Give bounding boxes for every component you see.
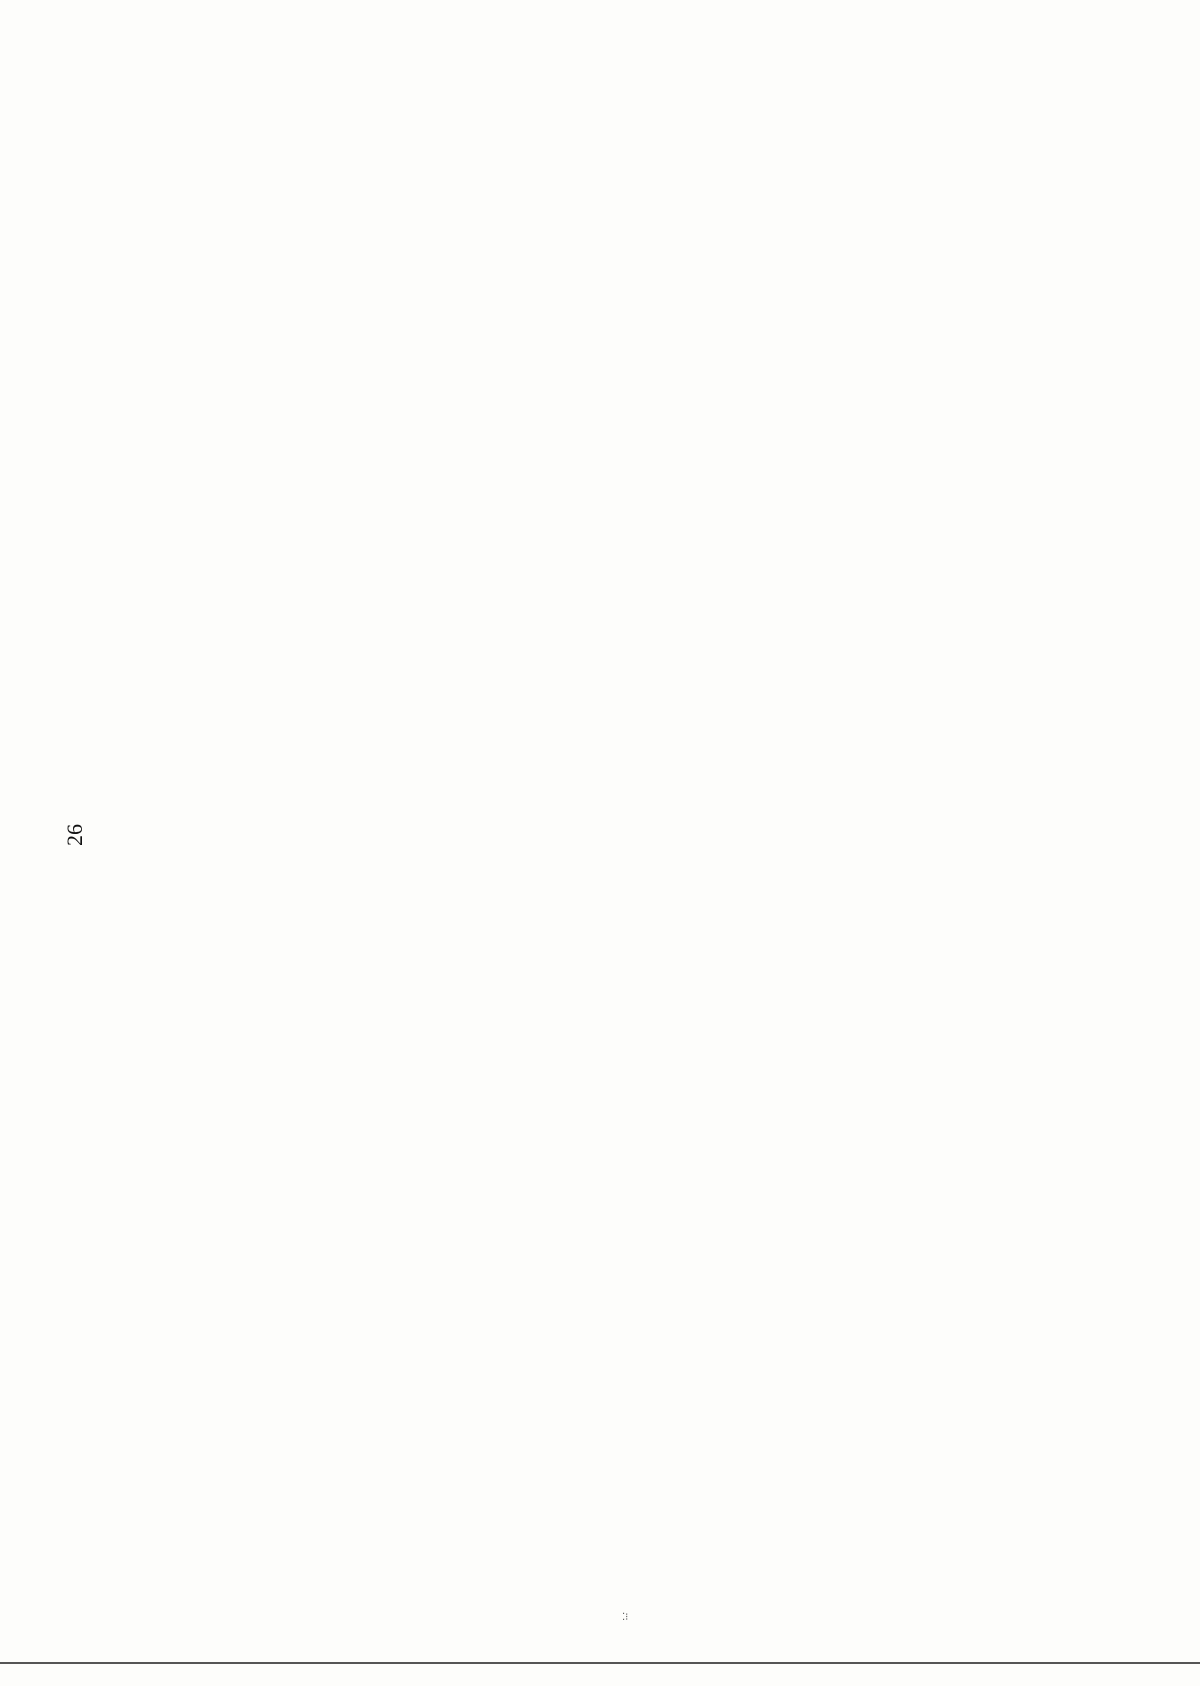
page-edge-line bbox=[0, 1662, 1200, 1664]
scan-artifact: ⁚⁝ bbox=[622, 1612, 629, 1623]
page-number: 26 bbox=[62, 824, 87, 846]
